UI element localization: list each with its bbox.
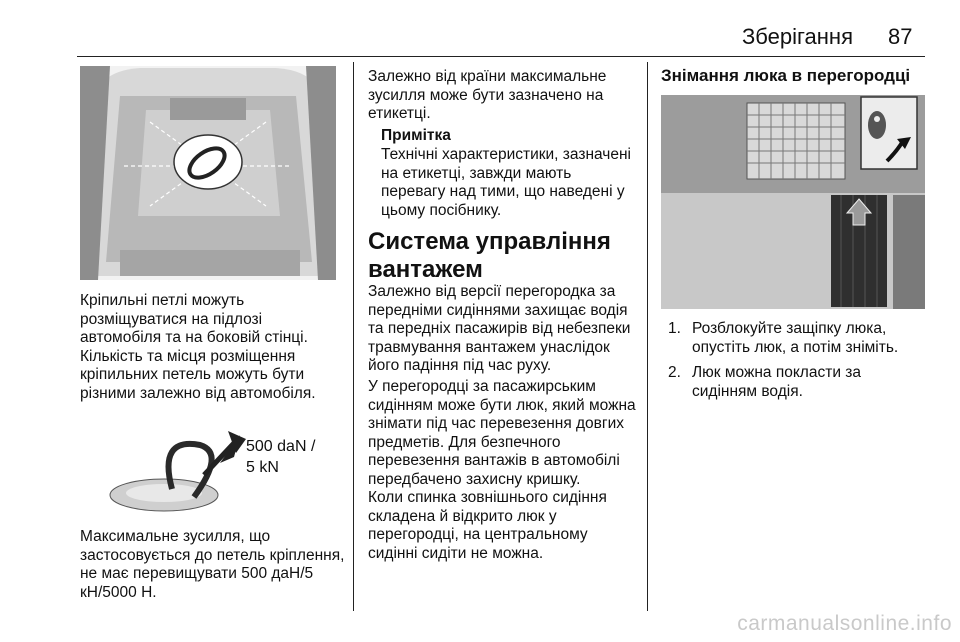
step-text: Розблокуйте защіпку люка, опустіть люк, а потім зніміть. <box>692 320 899 356</box>
header-divider <box>77 56 925 57</box>
column-divider-right <box>647 62 648 611</box>
partition-hatch-illustration <box>661 95 925 309</box>
cargo-system-paragraph-2: У перегородці за пасажирським сидінням може бути люк, який можна знімати під час перевезення довгих предметів. Для безпечного перевезення вантажів в автомобілі передбачено захисну кришку. <box>368 378 636 488</box>
figure2-caption: Максимальне зусилля, що застосовується до петель кріплення, не має перевищувати 500 даН/5 кН/5000 Н. <box>80 528 345 601</box>
step-number: 1. <box>668 320 681 337</box>
force-label-line2: 5 kN <box>246 459 279 476</box>
partition-hatch-figure <box>661 95 925 309</box>
note-text: Технічні характеристики, зазначені на етикетці, завжди мають перевагу над тими, що наведені у цьому посібнику. <box>381 146 631 219</box>
watermark: carmanualsonline.info <box>737 612 952 635</box>
tie-down-loop-figure <box>108 417 323 517</box>
section-heading: Система управління вантажем <box>368 228 611 283</box>
country-force-intro: Залежно від країни максимальне зусилля може бути зазначено на етикетці. <box>368 68 607 122</box>
cargo-floor-illustration <box>80 66 336 280</box>
tie-down-loop-illustration <box>108 417 323 517</box>
step-item <box>668 320 928 360</box>
hatch-removal-heading: Знімання люка в перегородці <box>661 66 911 85</box>
force-label-line1: 500 daN / <box>246 438 316 455</box>
step-text: Люк можна покласти за сидінням водія. <box>692 364 862 400</box>
column-divider-left <box>353 62 354 611</box>
figure1-caption: Кріпильні петлі можуть розміщуватися на підлозі автомобіля та на боковій стінці. Кількість та місця розміщення кріпильних петель можуть бути різними залежно від автомобіля. <box>80 292 316 402</box>
cargo-system-paragraph-1: Залежно від версії перегородка за передніми сидіннями захищає водія та передніх пасажирів від небезпеки травмування вантажем унаслідок його падіння під час руху. <box>368 283 631 374</box>
step-number: 2. <box>668 364 681 381</box>
note-title: Примітка <box>381 127 451 144</box>
running-header-title: Зберігання <box>742 24 853 49</box>
page-number: 87 <box>888 24 913 49</box>
step-item <box>668 364 928 404</box>
cargo-floor-figure <box>80 66 336 280</box>
cargo-system-paragraph-3: Коли спинка зовнішнього сидіння складена й відкрито люк у перегородці, на центральному сидінні сидіти не можна. <box>368 489 607 562</box>
